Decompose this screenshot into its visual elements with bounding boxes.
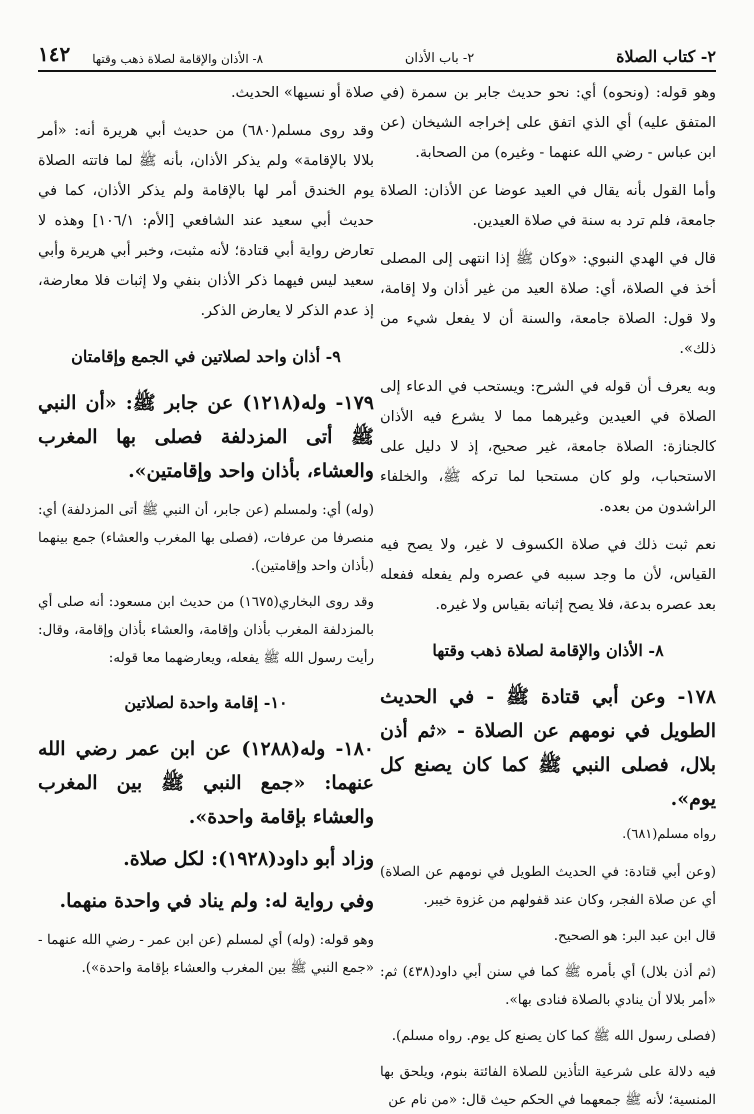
paragraph: نعم ثبت ذلك في صلاة الكسوف لا غير، ولا يصح فيه القياس، لأن ما وجد سببه في عصره ولم يفعله ففعله بعد عصره بدعة، فلا يصح إثباته بقياس ولا غيره. xyxy=(380,537,716,613)
left-column xyxy=(38,78,374,1094)
paragraph: وقد روى البخاري(١٦٧٥) من حديث ابن مسعود: أنه صلى أي بالمزدلفة المغرب بأذان وإقامة، والعشاء بأذان وإقامة، وقال: رأيت رسول الله ﷺ يفعله، ويعارضهما معا قوله: xyxy=(38,594,374,666)
paragraph: قال في الهدي النبوي: «وكان ﷺ إذا انتهى إلى المصلى أخذ في الصلاة، أي: صلاة العيد من غير أذان ولا إقامة، ولا قول: الصلاة جامعة، والسنة أن لا يفعل شيء من ذلك». xyxy=(380,251,716,357)
paragraph: فيه دلالة على شرعية التأذين للصلاة الفائتة بنوم، ويلحق بها المنسية؛ لأنه ﷺ جمعهما في الحكم حيث قال: «من نام عن xyxy=(380,1064,716,1108)
paragraph: وأما القول بأنه يقال في العيد عوضا عن الأذان: الصلاة جامعة، فلم ترد به سنة في صلاة العيدين. xyxy=(380,183,716,229)
hadith-source: رواه مسلم(٦٨١). xyxy=(622,827,716,842)
paragraph: (ثم أذن بلال) أي بأمره ﷺ كما في سنن أبي داود(٤٣٨) ثم: «أمر بلالا أن ينادي بالصلاة فنادى بها». xyxy=(380,964,716,1008)
paragraph: وهو قوله: (ونحوه) أي: نحو حديث جابر بن سمرة (في المتفق عليه) أي الذي اتفق على إخراجه الشيخان (عن ابن عباس - رضي الله عنهما - وغيره) من الصحابة. xyxy=(380,85,716,161)
paragraph: (وعن أبي قتادة: في الحديث الطويل في نومهم عن الصلاة) أي عن صلاة الفجر، وكان عند قفولهم من غزوة خيبر. xyxy=(380,864,716,908)
hadith-addition: وفي رواية له: ولم يناد في واحدة منهما. xyxy=(59,890,374,912)
hadith-text: ١٨٠- وله(١٢٨٨) عن ابن عمر رضي الله عنهما: «جمع النبي ﷺ بين المغرب والعشاء بإقامة واحدة». xyxy=(38,738,374,828)
section-heading: ١٠- إقامة واحدة لصلاتين xyxy=(124,693,288,712)
hadith-text: ١٧٩- وله(١٢١٨) عن جابر ﷺ: «أن النبي ﷺ أتى المزدلفة فصلى بها المغرب والعشاء، بأذان واحد وإقامتين». xyxy=(38,392,374,482)
paragraph: (وله) أي: ولمسلم (عن جابر، أن النبي ﷺ أتى المزدلفة) أي: منصرفا من عرفات، (فصلى بها المغرب والعشاء) جمع بينهما (بأذان واحد وإقامتين). xyxy=(38,502,374,574)
section-title: ٨- الأذان والإقامة لصلاة ذهب وقتها xyxy=(92,52,264,66)
section-heading: ٩- أذان واحد لصلاتين في الجمع وإقامتان xyxy=(71,347,341,366)
hadith-text: ١٧٨- وعن أبي قتادة ﷺ - في الحديث الطويل في نومهم عن الصلاة - «ثم أذن بلال، فصلى النبي ﷺ كما كان يصنع كل يوم». xyxy=(380,686,716,810)
hadith-addition: وزاد أبو داود(١٩٢٨): لكل صلاة. xyxy=(123,848,374,870)
paragraph: قال ابن عبد البر: هو الصحيح. xyxy=(553,928,716,944)
paragraph: وقد روى مسلم(٦٨٠) من حديث أبي هريرة أنه: «أمر بلالا بالإقامة» ولم يذكر الأذان، بأنه ﷺ لما فاتته الصلاة يوم الخندق أمر لها بالإقامة ولم يذكر الأذان، كما في حديث أبي سعيد عند الشافعي [الأم: ١٠٦/١] وهذه لا تعارض رواية أبي قتادة؛ لأنه مثبت، وخبر أبي هريرة وأبي سعيد ليس فيهما ذكر الأذان بنفي ولا إثبات فلا معارضة، إذ عدم الذكر لا يعارض الذكر. xyxy=(38,123,374,319)
paragraph: وبه يعرف أن قوله في الشرح: ويستحب في الدعاء إلى الصلاة في العيدين وغيرهما مما لا يشرع فيه الأذان كالجنازة: الصلاة جامعة، غير صحيح، إذ لا دليل على الاستحباب، ولو كان مستحبا لما تركه ﷺ، والخلفاء الراشدون من بعده. xyxy=(380,379,716,515)
paragraph: صلاة أو نسيها» الحديث. xyxy=(230,85,374,101)
paragraph: (فصلى رسول الله ﷺ كما كان يصنع كل يوم. رواه مسلم). xyxy=(391,1028,716,1044)
page-header xyxy=(38,38,716,72)
book-title: ٢- كتاب الصلاة xyxy=(616,47,716,66)
paragraph: وهو قوله: (وله) أي لمسلم (عن ابن عمر - رضي الله عنهما - «جمع النبي ﷺ بين المغرب والعشاء بإقامة واحدة»). xyxy=(38,932,374,976)
page-number: ١٤٢ xyxy=(38,42,71,66)
right-column xyxy=(380,78,716,1108)
chapter-title: ٢- باب الأذان xyxy=(404,51,475,66)
section-heading: ٨- الأذان والإقامة لصلاة ذهب وقتها xyxy=(432,641,664,660)
